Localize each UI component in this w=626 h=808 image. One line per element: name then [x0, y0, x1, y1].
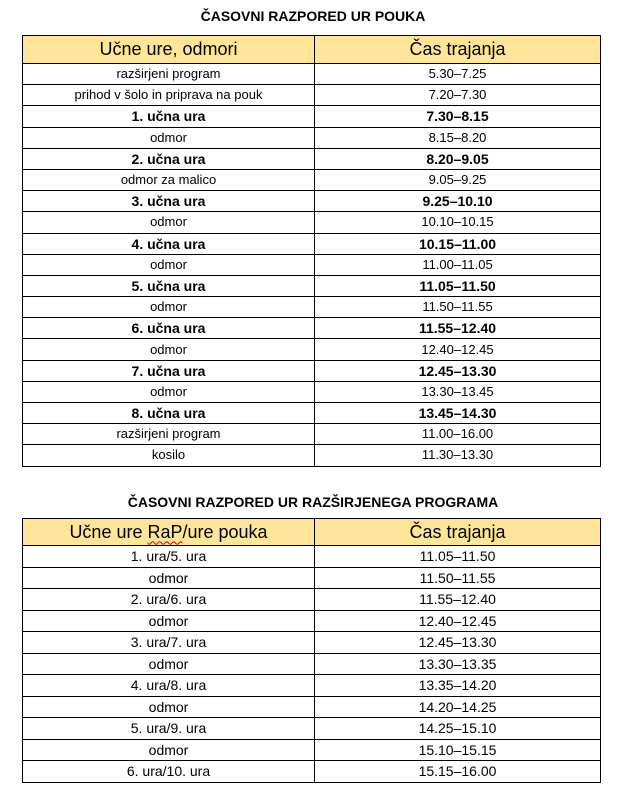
- row-time: 14.20–14.25: [315, 696, 601, 718]
- row-time: 12.45–13.30: [315, 360, 601, 381]
- row-time: 11.55–12.40: [315, 589, 601, 611]
- table-row: [23, 546, 601, 568]
- row-time: 15.10–15.15: [315, 739, 601, 761]
- table-row: [23, 610, 601, 632]
- table-row: [23, 739, 601, 761]
- row-label: 4. ura/8. ura: [23, 675, 315, 697]
- row-label: 5. ura/9. ura: [23, 718, 315, 740]
- row-label: 2. učna ura: [23, 148, 315, 169]
- table-row: [23, 424, 601, 445]
- row-label: razširjeni program: [23, 424, 315, 445]
- row-label: 8. učna ura: [23, 403, 315, 424]
- row-time: 8.20–9.05: [315, 148, 601, 169]
- row-time: 12.40–12.45: [315, 339, 601, 360]
- row-label: 5. učna ura: [23, 275, 315, 296]
- row-label: 1. učna ura: [23, 106, 315, 127]
- row-label: odmor: [23, 127, 315, 148]
- row-time: 9.05–9.25: [315, 169, 601, 190]
- table-row: [23, 381, 601, 402]
- table-row: [23, 696, 601, 718]
- row-time: 8.15–8.20: [315, 127, 601, 148]
- row-label: 4. učna ura: [23, 233, 315, 254]
- row-time: 11.55–12.40: [315, 318, 601, 339]
- row-time: 7.20–7.30: [315, 85, 601, 106]
- table-row: [23, 233, 601, 254]
- row-label: kosilo: [23, 445, 315, 466]
- table-row: [23, 318, 601, 339]
- table-row: [23, 675, 601, 697]
- table-row: [23, 589, 601, 611]
- row-time: 13.35–14.20: [315, 675, 601, 697]
- column-header-duration: Čas trajanja: [315, 519, 601, 546]
- row-label: odmor: [23, 739, 315, 761]
- row-label: odmor: [23, 254, 315, 275]
- table-row: [23, 653, 601, 675]
- row-label: odmor: [23, 381, 315, 402]
- row-label: odmor: [23, 339, 315, 360]
- row-time: 5.30–7.25: [315, 64, 601, 85]
- row-time: 12.45–13.30: [315, 632, 601, 654]
- row-time: 14.25–15.10: [315, 718, 601, 740]
- table-row: [23, 64, 601, 85]
- table-row: [23, 567, 601, 589]
- table-row: [23, 191, 601, 212]
- lesson-schedule-table: [22, 35, 601, 467]
- table-row: [23, 148, 601, 169]
- column-header-lessons: [23, 519, 315, 546]
- table-row: [23, 632, 601, 654]
- row-time: 15.15–16.00: [315, 761, 601, 783]
- row-label: odmor: [23, 610, 315, 632]
- row-time: 9.25–10.10: [315, 191, 601, 212]
- table-row: [23, 127, 601, 148]
- row-label: odmor: [23, 212, 315, 233]
- row-label: odmor: [23, 653, 315, 675]
- table-row: [23, 169, 601, 190]
- row-label: 6. učna ura: [23, 318, 315, 339]
- header-text-pre: Učne ure: [69, 521, 148, 542]
- table-row: [23, 718, 601, 740]
- row-time: 11.50–11.55: [315, 567, 601, 589]
- row-time: 12.40–12.45: [315, 610, 601, 632]
- table-row: [23, 445, 601, 466]
- table-row: [23, 254, 601, 275]
- table-row: [23, 403, 601, 424]
- row-time: 11.00–11.05: [315, 254, 601, 275]
- column-header-duration: Čas trajanja: [315, 36, 601, 64]
- row-label: 7. učna ura: [23, 360, 315, 381]
- spellcheck-marked-word: RaP: [147, 521, 183, 542]
- row-time: 10.15–11.00: [315, 233, 601, 254]
- extended-program-title: ČASOVNI RAZPORED UR RAZŠIRJENEGA PROGRAMA: [127, 494, 499, 510]
- row-label: 3. ura/7. ura: [23, 632, 315, 654]
- row-time: 11.00–16.00: [315, 424, 601, 445]
- row-label: 2. ura/6. ura: [23, 589, 315, 611]
- row-label: odmor: [23, 567, 315, 589]
- row-time: 13.30–13.45: [315, 381, 601, 402]
- table-row: [23, 339, 601, 360]
- header-text-post: /ure pouka: [182, 521, 268, 542]
- row-time: 11.30–13.30: [315, 445, 601, 466]
- table-row: [23, 275, 601, 296]
- schedule-title: ČASOVNI RAZPORED UR POUKA: [200, 8, 426, 24]
- table-row: [23, 106, 601, 127]
- row-label: razširjeni program: [23, 64, 315, 85]
- table-header-row: [23, 36, 601, 64]
- extended-program-table: [22, 518, 601, 783]
- row-label: odmor za malico: [23, 169, 315, 190]
- row-time: 11.05–11.50: [315, 275, 601, 296]
- row-label: 6. ura/10. ura: [23, 761, 315, 783]
- row-label: 3. učna ura: [23, 191, 315, 212]
- row-label: prihod v šolo in priprava na pouk: [23, 85, 315, 106]
- table-row: [23, 212, 601, 233]
- table-row: [23, 297, 601, 318]
- row-label: 1. ura/5. ura: [23, 546, 315, 568]
- table-row: [23, 761, 601, 783]
- row-time: 10.10–10.15: [315, 212, 601, 233]
- row-time: 13.45–14.30: [315, 403, 601, 424]
- row-time: 11.50–11.55: [315, 297, 601, 318]
- table-header-row: [23, 519, 601, 546]
- row-time: 7.30–8.15: [315, 106, 601, 127]
- table-row: [23, 85, 601, 106]
- row-label: odmor: [23, 696, 315, 718]
- row-time: 11.05–11.50: [315, 546, 601, 568]
- column-header-lessons: Učne ure, odmori: [23, 36, 315, 64]
- row-label: odmor: [23, 297, 315, 318]
- row-time: 13.30–13.35: [315, 653, 601, 675]
- table-row: [23, 360, 601, 381]
